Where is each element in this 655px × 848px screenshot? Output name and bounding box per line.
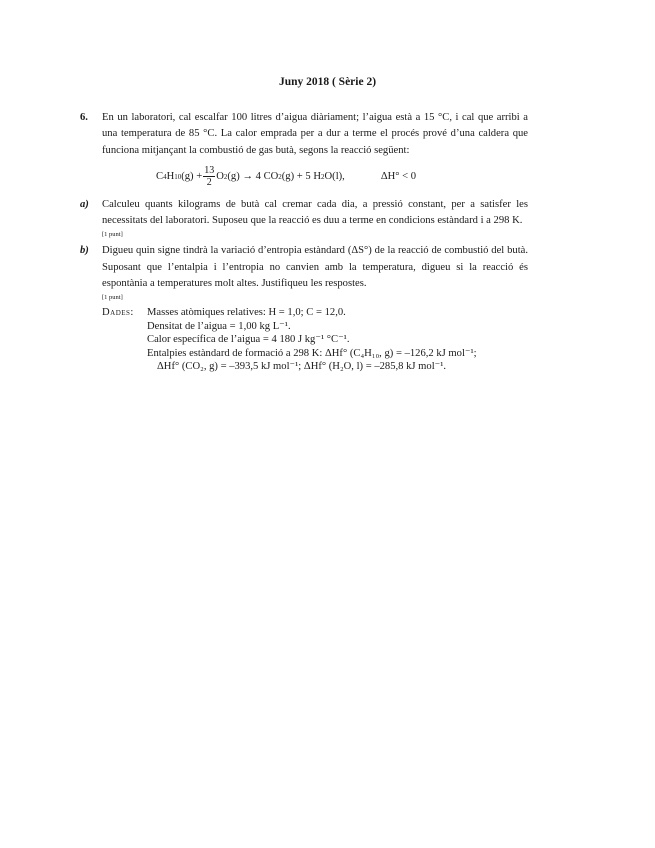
part-a-text: Calculeu quants kilograms de butà cal cremar cada dia, a pressió constant, per a satisfer les necessitats del laboratori. Suposeu que la reacció es duu a terme en condicions estàndard i a 298 K.	[102, 198, 528, 227]
part-a-label: a)	[80, 198, 89, 210]
eq-p2-state: O(l),	[324, 170, 345, 182]
eq-fraction	[203, 165, 215, 188]
data-label: Dades:	[102, 307, 134, 319]
question-6	[80, 110, 528, 374]
data-section	[102, 306, 528, 374]
part-a-points: [1 punt]	[102, 231, 123, 239]
eq-r2-state: (g) → 4 CO	[227, 170, 279, 182]
part-b-label: b)	[80, 245, 89, 257]
eq-reactant1: C	[156, 170, 164, 182]
data-line-enthalpies: Entalpies estàndard de formació a 298 K: ΔHf° (C₄H₁₀, g) = –126,2 kJ mol⁻¹;	[147, 347, 477, 359]
part-b-points: [1 punt]	[102, 294, 123, 302]
part-a	[80, 197, 528, 240]
eq-frac-den: 2	[206, 177, 212, 189]
eq-reactant2: O	[216, 170, 224, 182]
eq-r1-mid: H	[166, 170, 175, 182]
question-number: 6.	[80, 112, 88, 123]
data-line-masses: Masses atòmiques relatives: H = 1,0; C = 12,0.	[147, 307, 346, 319]
eq-frac-num: 13	[204, 165, 215, 177]
data-lines	[147, 306, 528, 374]
page-title: Juny 2018 ( Sèrie 2)	[278, 76, 377, 88]
eq-p1-state: (g) + 5 H	[281, 170, 322, 182]
eq-enthalpy: ΔH° < 0	[380, 170, 417, 182]
reaction-equation: C 4 H 10 (g) + $\frac{13}{2}$ O 2 (g) → 4 CO 2 (g) + 5 H 2 O(l), ΔH° < 0	[156, 165, 417, 189]
eq-r1-state: (g) +	[181, 170, 203, 182]
data-line-enthalpies-cont: ΔHf° (CO₂, g) = –393,5 kJ mol⁻¹; ΔHf° (H₂O, l) = –285,8 kJ mol⁻¹.	[157, 361, 447, 373]
part-b-text: Digueu quin signe tindrà la variació d’entropia estàndard (ΔS°) de la reacció de combustió del butà. Suposant que l’entalpia i l’entropia no canvien amb la temperatura, digueu si la reacció és espontània a temperatures molt altes. Justifiqueu les respostes.	[102, 245, 528, 290]
part-b	[80, 243, 528, 302]
data-line-density: Densitat de l’aigua = 1,00 kg L⁻¹.	[147, 320, 291, 332]
data-line-specific-heat: Calor específica de l’aigua = 4 180 J kg⁻¹ °C⁻¹.	[147, 334, 350, 346]
question-intro: En un laboratori, cal escalfar 100 litres d’aigua diàriament; l’aigua està a 15 °C, i cal que arribi a una temperatura de 85 °C. La calor emprada per a dur a terme el procés prové d’una caldera que funciona mitjançant la combustió de gas butà, segons la reacció següent:	[102, 112, 528, 156]
